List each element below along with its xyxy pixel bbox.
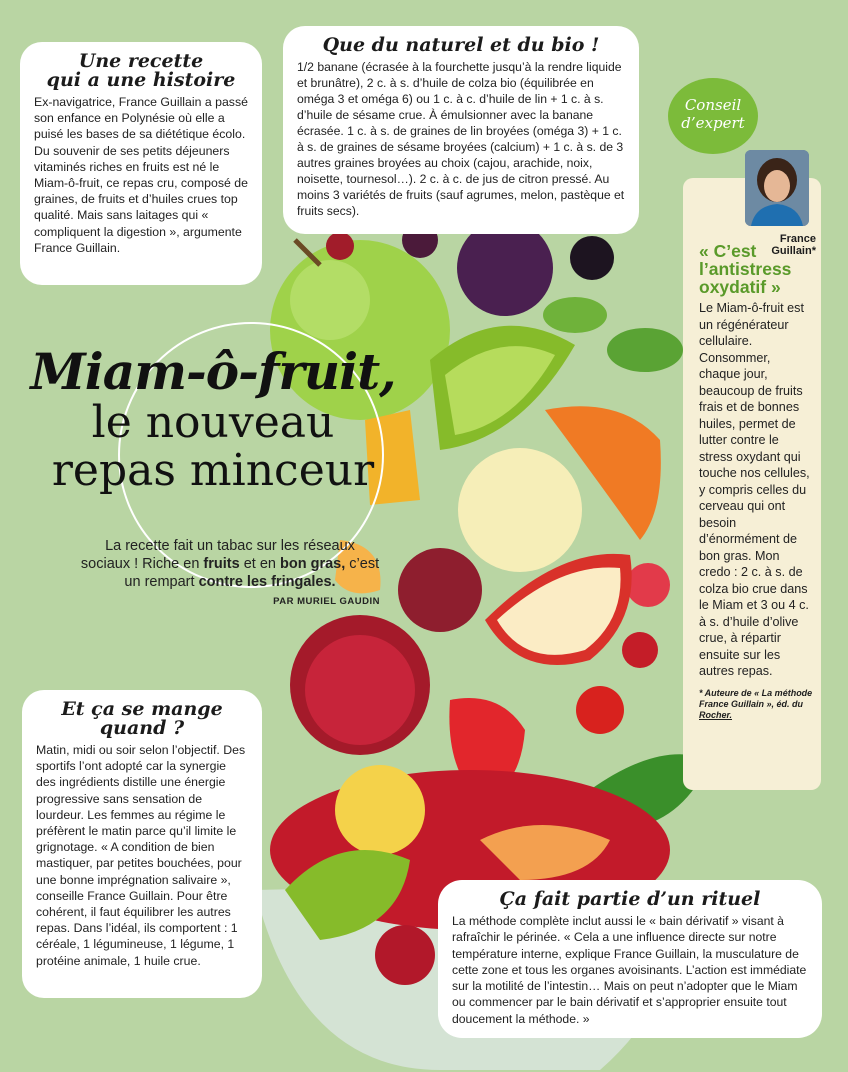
footnote-publisher: Rocher.: [699, 709, 733, 720]
portrait-icon: [745, 150, 809, 226]
ritual-box: [438, 880, 822, 1038]
when-box: [22, 690, 262, 998]
standfirst-bold1: fruits: [203, 556, 240, 572]
bubble-line2: d’expert: [681, 114, 745, 132]
blackcurrant: [570, 236, 614, 280]
pomegranate-seeds: [375, 925, 435, 985]
standfirst-part1: La recette fait un tabac sur les réseaux sociaux ! Riche en: [80, 538, 355, 572]
cherry: [622, 632, 658, 668]
main-title-line3: repas minceur: [51, 445, 375, 496]
history-title: [34, 52, 248, 90]
ingredients-text: 1/2 banane (écrasée à la fourchette jusqu’à la rendre liquide et brunâtre), 2 c. à s. d’huile de colza bio (équilibrée en oméga 3 et oméga 6) ou 1 c. à c. d’huile de lin + 1 c. à s. d’huile de sésame crue. À émulsionner avec la banane écrasée. 1 c. à s. de graines de lin broyées (oméga 3) + 1 c. à s. de graines de sésame broyées (calcium) + 1 c. à s. de 3 autres graines broyées au choix (cajou, arachide, noix, noisette, tournesol…). 2 c. à c. de jus de citron pressé. Au moins 3 variétés de fruits (sauf agrumes, melon, pastèque et fruits secs).: [297, 60, 625, 218]
passion-fruit: [398, 548, 482, 632]
avatar: [745, 150, 809, 226]
footnote-prefix: * Auteure de « La méthode France Guillain », éd. du: [699, 687, 813, 709]
mint-leaf: [543, 297, 607, 333]
expert-text: Le Miam-ô-fruit est un régénérateur cellulaire. Consommer, chaque jour, beaucoup de fruits frais et de bonnes huiles, permet de lutter contre le stress oxydant qui touche nos cellules, y compris celles du cerveau qui ont besoin d’énormément de bon gras. Mon credo : 2 c. à s. de colza bio crue dans le Miam et 3 ou 4 c. à s. d’huile d’olive crue, à répartir ensuite sur les autres repas.: [699, 301, 810, 678]
currant: [576, 686, 624, 734]
main-title-line1: Miam-ô-fruit,: [30, 342, 396, 401]
plum: [457, 220, 553, 316]
expert-name-line1: France: [779, 233, 816, 245]
standfirst-part2: et en: [239, 556, 280, 572]
ingredients-title: Que du naturel et du bio !: [322, 34, 600, 56]
pomegranate-seeds: [305, 635, 415, 745]
banana-slice: [458, 448, 582, 572]
when-title-line2: quand ?: [99, 717, 185, 739]
history-title-line1: Une recette: [78, 50, 204, 72]
cherry: [326, 232, 354, 260]
apple-highlight: [290, 260, 370, 340]
main-title-line2: le nouveau: [91, 397, 335, 448]
when-title: [36, 700, 248, 738]
expert-advice-bubble: [668, 78, 758, 154]
mango: [335, 765, 425, 855]
when-text: Matin, midi ou soir selon l’objectif. Des sportifs l’ont adopté car la synergie des ingrédients distille une énergie progressive sans sensation de lourdeur. Les femmes au régime le préfèrent le matin parce qu’il limite le grignotage. « A condition de bien mastiquer, par petites bouchées, pour une bonne imprégnation salivaire », conseille France Guillain. Pour être cohérent, il faut équilibrer les autres repas. Dans l’idéal, ils comportent : 1 céréale, 1 légumineuse, 1 légume, 1 protéine animale, 1 huile crue.: [36, 743, 246, 968]
standfirst: [80, 537, 380, 611]
ritual-text: La méthode complète inclut aussi le « bain dérivatif » visant à rafraîchir le périnée. « Cela a une influence directe sur notre température interne, explique France Guillain, la musculature de cette zone et tous les organes avoisinants. L’action est immédiate sur la motilité de l’intestin… Mais on peut n’adopter que le Miam ou commencer par le bain dérivatif et s’approprier ensuite tout doucement la méthode. »: [452, 914, 807, 1026]
history-box: [20, 42, 262, 285]
bubble-line1: Conseil: [684, 96, 742, 114]
expert-quote-title: « C’est l’antistress oxydatif »: [699, 241, 792, 297]
history-title-line2: qui a une histoire: [46, 69, 236, 91]
standfirst-bold3: contre les fringales.: [198, 574, 336, 590]
history-text: Ex-navigatrice, France Guillain a passé son enfance en Polynésie où elle a puisé les bases de sa diététique écolo. Du souvenir de ses petits déjeuners vitaminés riches en fruits est né le Miam-ô-fruit, ce repas cru, composé de graines, de fruits et d’huiles crues top qualité. Mais sans laitages qui « compliquent la digestion », argumente France Guillain.: [34, 95, 248, 255]
byline: PAR MURIEL GAUDIN: [273, 596, 380, 607]
ritual-title: Ça fait partie d’un rituel: [499, 888, 761, 910]
main-title: [18, 342, 408, 496]
expert-footnote: [699, 688, 813, 721]
expert-name-line2: Guillain*: [771, 245, 816, 257]
raspberry: [626, 563, 670, 607]
expert-panel: [683, 178, 821, 790]
expert-name: [732, 233, 816, 257]
mint-leaf: [607, 328, 683, 372]
standfirst-bold2: bon gras,: [279, 556, 346, 572]
standfirst-part3: c’est un rempart: [124, 556, 380, 590]
when-title-line1: Et ça se mange: [61, 698, 223, 720]
ingredients-box: [283, 26, 639, 234]
